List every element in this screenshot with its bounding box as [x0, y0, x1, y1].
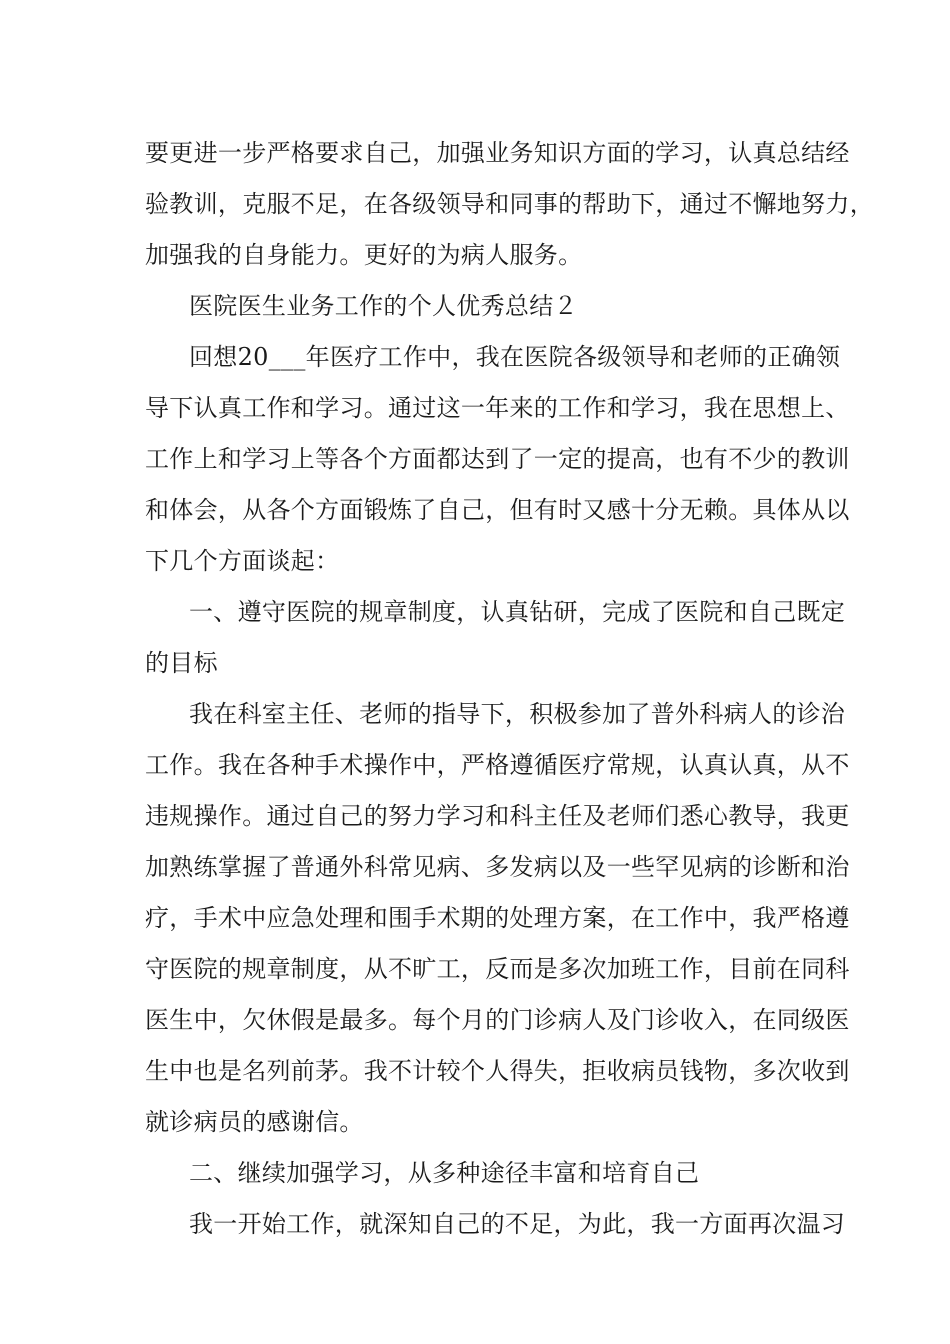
text-line: 就诊病员的感谢信。	[145, 1108, 364, 1136]
text-line: 违规操作。通过自己的努力学习和科主任及老师们悉心教导，我更	[145, 802, 850, 830]
text-line: 和体会，从各个方面锻炼了自己，但有时又感十分无赖。具体从以	[145, 496, 850, 524]
text-line: 工作。我在各种手术操作中，严格遵循医疗常规，认真认真，从不	[145, 751, 850, 779]
text-line: 二、继续加强学习，从多种途径丰富和培育自己	[189, 1159, 700, 1187]
text-line: 一、遵守医院的规章制度，认真钻研，完成了医院和自己既定	[189, 598, 846, 626]
text-line: 加熟练掌握了普通外科常见病、多发病以及一些罕见病的诊断和治	[145, 853, 850, 881]
text-line: 下几个方面谈起：	[145, 547, 340, 575]
text-line: 疗，手术中应急处理和围手术期的处理方案，在工作中，我严格遵	[145, 904, 850, 932]
text-line: 生中也是名列前茅。我不计较个人得失，拒收病员钱物，多次收到	[145, 1057, 850, 1085]
text-line: 我一开始工作，就深知自己的不足，为此，我一方面再次温习	[189, 1210, 846, 1238]
text-line: 医院医生业务工作的个人优秀总结２	[189, 292, 578, 320]
text-line: 我在科室主任、老师的指导下，积极参加了普外科病人的诊治	[189, 700, 846, 728]
text-line: 验教训，克服不足，在各级领导和同事的帮助下，通过不懈地努力，	[145, 190, 874, 218]
text-line: 加强我的自身能力。更好的为病人服务。	[145, 241, 583, 269]
document-body	[145, 128, 874, 1250]
text-line: 工作上和学习上等各个方面都达到了一定的提高，也有不少的教训	[145, 445, 850, 473]
text-line: 的目标	[145, 649, 218, 677]
text-line: 医生中，欠休假是最多。每个月的门诊病人及门诊收入，在同级医	[145, 1006, 850, 1034]
text-line: 要更进一步严格要求自己，加强业务知识方面的学习，认真总结经	[145, 139, 850, 167]
text-line: 导下认真工作和学习。通过这一年来的工作和学习，我在思想上、	[145, 394, 850, 422]
text-line: 回想20___年医疗工作中，我在医院各级领导和老师的正确领	[189, 343, 841, 371]
text-line: 守医院的规章制度，从不旷工，反而是多次加班工作，目前在同科	[145, 955, 850, 983]
